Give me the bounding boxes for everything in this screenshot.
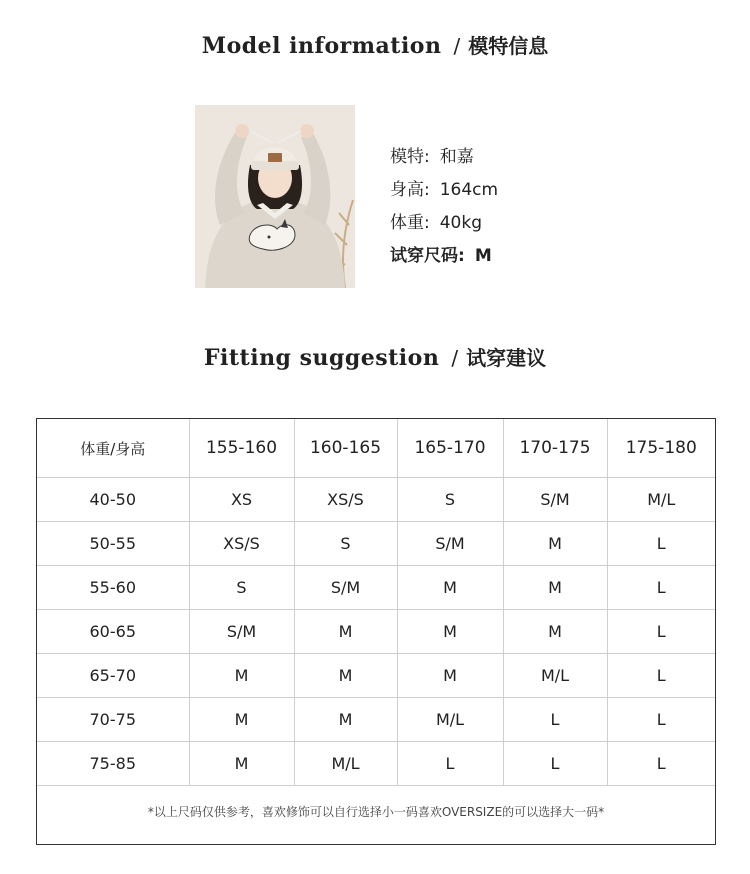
column-header: 165-170 <box>397 419 503 478</box>
model-height-value: 164cm <box>439 180 499 200</box>
size-cell: S/M <box>189 610 294 654</box>
column-header: 175-180 <box>607 419 715 478</box>
row-weight: 70-75 <box>37 698 189 742</box>
model-info <box>390 141 498 273</box>
size-cell: XS <box>189 478 294 522</box>
row-weight: 55-60 <box>37 566 189 610</box>
size-cell: L <box>607 522 715 566</box>
size-cell: M <box>294 654 397 698</box>
title-separator: / <box>453 34 461 58</box>
size-cell: S/M <box>397 522 503 566</box>
model-weight-label: 体重: <box>390 213 430 233</box>
size-cell: L <box>607 698 715 742</box>
size-cell: S/M <box>294 566 397 610</box>
model-name-row <box>390 141 498 174</box>
size-cell: M <box>294 610 397 654</box>
size-chart <box>36 418 716 845</box>
size-table <box>37 419 715 786</box>
size-cell: M/L <box>607 478 715 522</box>
title-separator: / <box>451 346 459 370</box>
size-cell: L <box>607 566 715 610</box>
size-cell: XS/S <box>189 522 294 566</box>
size-cell: L <box>607 654 715 698</box>
fitting-suggestion-title <box>0 342 750 371</box>
model-information-title-en: Model information <box>201 33 442 59</box>
size-cell: M <box>189 698 294 742</box>
size-cell: L <box>397 742 503 786</box>
size-cell: S <box>294 522 397 566</box>
model-information-title <box>0 30 750 59</box>
size-cell: M/L <box>503 654 607 698</box>
model-name-label: 模特: <box>390 147 430 167</box>
table-corner-label: 体重/身高 <box>37 419 189 478</box>
size-cell: L <box>503 742 607 786</box>
size-cell: S <box>397 478 503 522</box>
size-cell: M <box>503 566 607 610</box>
model-weight-value: 40kg <box>439 213 483 233</box>
model-size-label: 试穿尺码: <box>390 246 465 266</box>
size-cell: M <box>503 610 607 654</box>
table-row <box>37 522 715 566</box>
size-cell: M/L <box>294 742 397 786</box>
size-cell: S <box>189 566 294 610</box>
size-note: *以上尺码仅供参考，喜欢修饰可以自行选择小一码喜欢OVERSIZE的可以选择大一码* <box>147 805 605 819</box>
column-header: 160-165 <box>294 419 397 478</box>
table-row <box>37 742 715 786</box>
size-cell: XS/S <box>294 478 397 522</box>
table-row <box>37 654 715 698</box>
column-header: 155-160 <box>189 419 294 478</box>
model-size-row <box>390 240 498 273</box>
size-cell: L <box>607 610 715 654</box>
model-photo <box>195 105 355 288</box>
size-cell: L <box>503 698 607 742</box>
size-cell: M <box>294 698 397 742</box>
row-weight: 75-85 <box>37 742 189 786</box>
model-weight-row <box>390 207 498 240</box>
model-name-value: 和嘉 <box>439 147 474 167</box>
fitting-suggestion-title-cn: 试穿建议 <box>466 346 547 370</box>
row-weight: 65-70 <box>37 654 189 698</box>
size-cell: S/M <box>503 478 607 522</box>
table-row <box>37 610 715 654</box>
model-height-label: 身高: <box>390 180 430 200</box>
size-cell: M <box>189 654 294 698</box>
size-cell: M <box>189 742 294 786</box>
table-header-row <box>37 419 715 478</box>
table-row <box>37 698 715 742</box>
model-height-row <box>390 174 498 207</box>
size-cell: M <box>397 566 503 610</box>
size-cell: M <box>397 654 503 698</box>
model-size-value: M <box>474 246 492 266</box>
row-weight: 60-65 <box>37 610 189 654</box>
column-header: 170-175 <box>503 419 607 478</box>
size-cell: M <box>397 610 503 654</box>
row-weight: 50-55 <box>37 522 189 566</box>
size-cell: M <box>503 522 607 566</box>
row-weight: 40-50 <box>37 478 189 522</box>
model-information-title-cn: 模特信息 <box>468 34 549 58</box>
table-row <box>37 566 715 610</box>
fitting-suggestion-title-en: Fitting suggestion <box>203 345 440 371</box>
size-cell: M/L <box>397 698 503 742</box>
size-cell: L <box>607 742 715 786</box>
table-row <box>37 478 715 522</box>
